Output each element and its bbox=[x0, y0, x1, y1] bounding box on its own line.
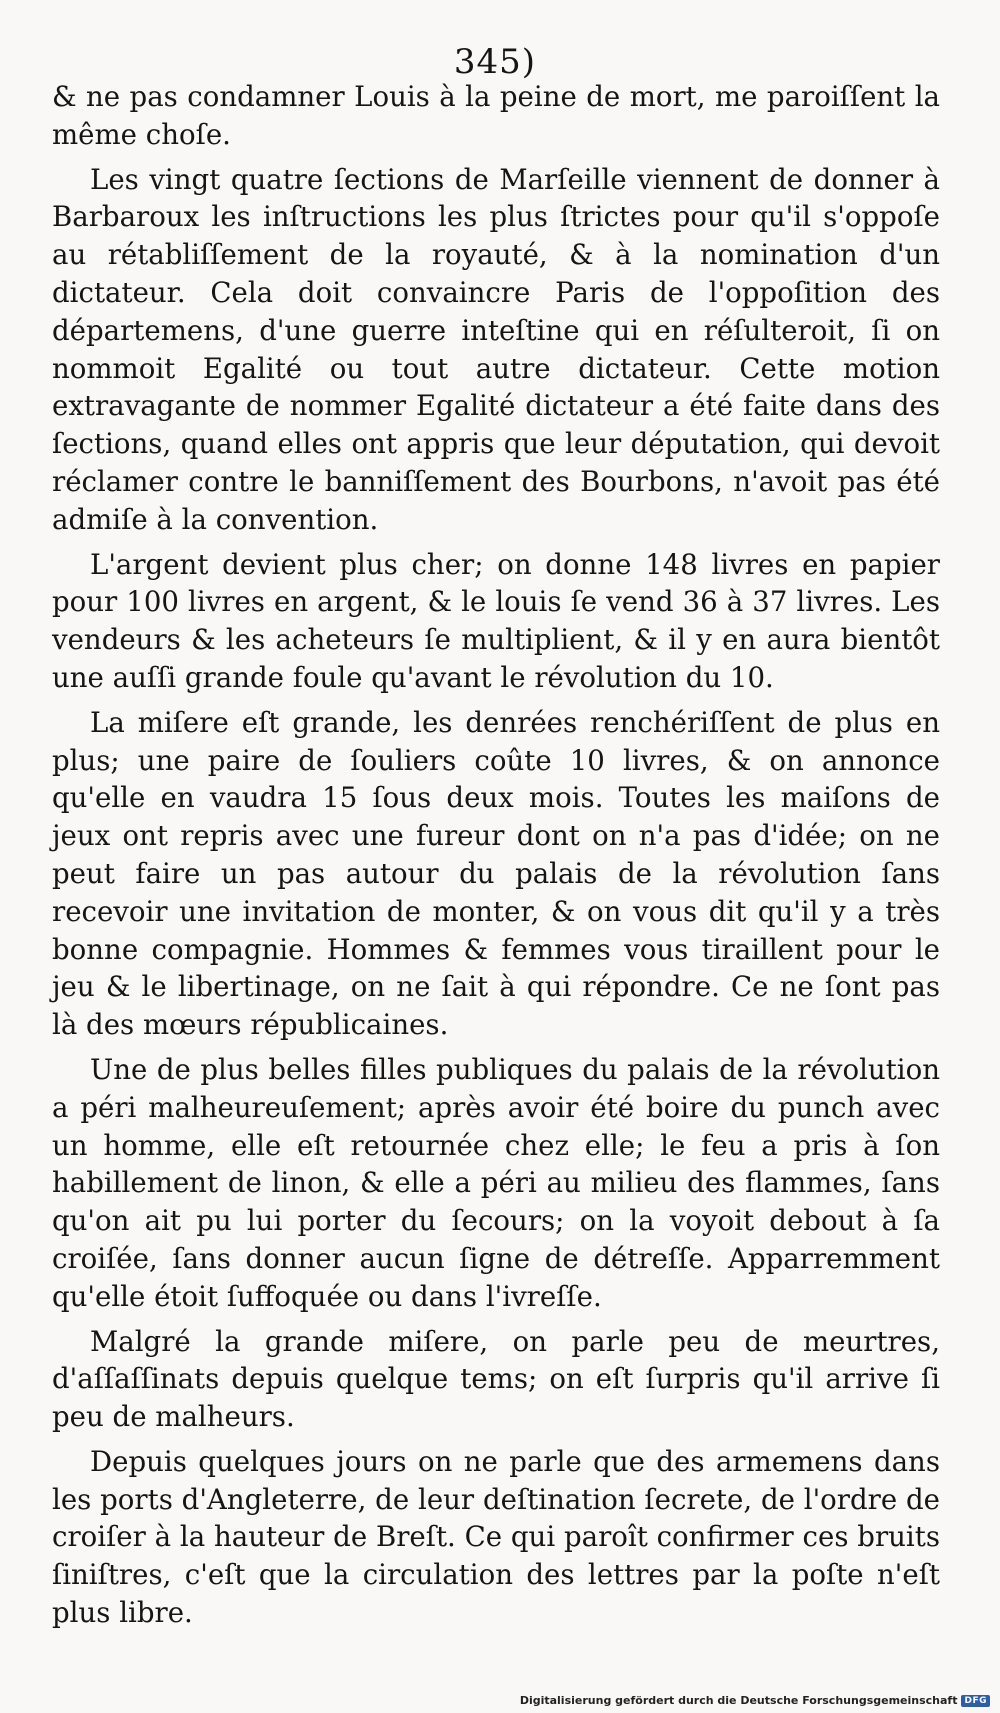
paragraph: Depuis quelques jours on ne parle que des armemens dans les ports d'Angleterre, de leur deſtination ſecrete, de l'ordre de croiſer à la hauteur de Breſt. Ce qui paroît confirmer ces bruits ſiniſtres, c'eſt que la circulation des lettres par la poſte n'eſt plus libre. bbox=[52, 1444, 940, 1630]
paragraph: Une de plus belles filles publiques du palais de la révolution a péri malheureuſement; après avoir été boire du punch avec un homme, elle eſt retournée chez elle; le feu a pris à ſon habillement de linon, & elle a péri au milieu des flammes, ſans qu'on ait pu lui porter du ſecours; on la voyoit debout à ſa croiſée, ſans donner aucun ſigne de détreſſe. Apparremment qu'elle étoit ſuffoquée ou dans l'ivreſſe. bbox=[52, 1052, 940, 1313]
paragraph: L'argent devient plus cher; on donne 148 livres en papier pour 100 livres en argent, & le louis ſe vend 36 à 37 livres. Les vendeurs & les acheteurs ſe multiplient, & il y en aura bientôt une auſſi grande foule qu'avant le révolution du 10. bbox=[52, 547, 940, 694]
paragraph: La miſere eſt grande, les denrées renchériſſent de plus en plus; une paire de ſouliers coûte 10 livres, & on annonce qu'elle en vaudra 15 ſous deux mois. Toutes les maiſons de jeux ont repris avec une fureur dont on n'a pas d'idée; on ne peut faire un pas autour du palais de la révolution ſans recevoir une invitation de monter, & on vous dit qu'il y a très bonne compagnie. Hommes & femmes vous tiraillent pour le jeu & le libertinage, on ne ſait à qui répondre. Ce ne ſont pas là des mœurs républicaines. bbox=[52, 705, 940, 1042]
paragraph: Malgré la grande miſere, on parle peu de meurtres, d'aſſaſſinats depuis quelque tems; on eſt ſurpris qu'il arrive ſi peu de malheurs. bbox=[52, 1324, 940, 1434]
dfg-logo: DFG bbox=[961, 1695, 990, 1707]
digitization-credit-text: Digitalisierung gefördert durch die Deutsche Forschungsgemeinschaft bbox=[519, 1694, 958, 1707]
paragraph: Les vingt quatre ſections de Marſeille viennent de donner à Barbaroux les inſtructions les plus ſtrictes pour qu'il s'oppoſe au rétabliſſement de la royauté, & à la nomination d'un dictateur. Cela doit convaincre Paris de l'oppoſition des départemens, d'une guerre inteſtine qui en réſulteroit, ſi on nommoit Egalité ou tout autre dictateur. Cette motion extravagante de nommer Egalité dictateur a été faite dans des ſections, quand elles ont appris que leur députation, qui devoit réclamer contre le banniſſement des Bourbons, n'avoit pas été admiſe à la convention. bbox=[52, 162, 940, 536]
paragraph: & ne pas condamner Louis à la peine de mort, me paroiſſent la même choſe. bbox=[52, 80, 940, 151]
page-number: 345) bbox=[453, 42, 537, 82]
body-text bbox=[52, 78, 940, 1639]
digitization-credit bbox=[520, 1694, 990, 1707]
